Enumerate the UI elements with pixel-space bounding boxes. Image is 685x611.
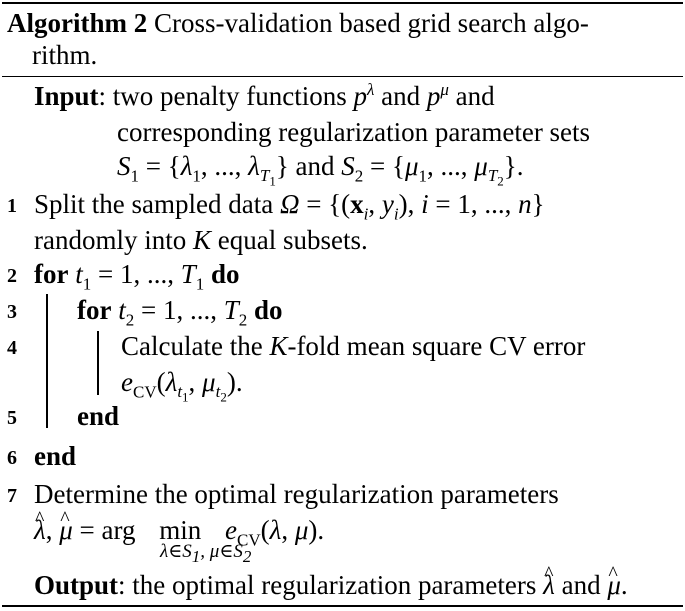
inner-loop-bar	[97, 331, 99, 395]
step-2-for-outer: for $t_1 = 1$, ..., $T_1$ do	[34, 259, 240, 294]
input-line-2: corresponding regularization parameter sets	[117, 117, 591, 147]
step-number-5: 5	[7, 407, 17, 429]
step-6-end-outer: end	[34, 441, 77, 471]
input-line-1: Input: two penalty functions $p^\lambda$ and $p^\mu$ and	[34, 80, 495, 111]
input-line-3: $S_1 = \{\lambda_1$, ..., $\lambda_{T_1}$} and $S_2 = \{\mu_1$, ..., $\mu_{T_2}$}.	[117, 151, 524, 189]
bottom-rule	[2, 605, 683, 607]
top-rule	[2, 2, 683, 4]
step-number-2: 2	[7, 265, 17, 287]
outer-loop-bar	[46, 294, 48, 428]
step-7-argmin: ^ λ, ^ μ = arg $\min e_{CV}(\lambda$, μ).	[34, 514, 324, 546]
step-1-line-1: Split the sampled data $\Omega = \{(x_i$, $y_i$), i = 1, ..., n}	[34, 189, 545, 224]
output-line: Output: the optimal regularization parameters ^ λ and ^ μ.	[34, 569, 628, 601]
output-label: Output	[34, 570, 119, 600]
step-number-7: 7	[7, 485, 17, 507]
header-rule	[2, 76, 683, 77]
step-5-end-inner: end	[77, 401, 120, 431]
step-7-line-1: Determine the optimal regularization parameters	[34, 479, 559, 509]
step-number-4: 4	[7, 337, 17, 359]
step-4-line-2: $e_{CV}(\lambda_{t_1}$, $\mu_{t_2}$).	[121, 367, 243, 405]
step-1-line-2: randomly into K equal subsets.	[34, 225, 368, 255]
step-number-6: 6	[7, 447, 17, 469]
algorithm-label: Algorithm 2	[7, 8, 148, 38]
step-3-for-inner: for $t_2 = 1$, ..., $T_2$ do	[77, 295, 283, 330]
step-number-1: 1	[7, 195, 17, 217]
min-operator: min	[159, 515, 202, 545]
input-label: Input	[34, 81, 99, 111]
algorithm-title: Cross-validation based grid search algo-	[153, 8, 589, 38]
step-4-line-1: Calculate the K-fold mean square CV error	[121, 331, 586, 361]
argmin-subscript: $\lambda\in S_1$, $\mu\in S_2$	[160, 541, 252, 566]
algorithm-caption	[7, 7, 589, 39]
algorithm-title-cont: rithm.	[32, 40, 98, 70]
step-number-3: 3	[7, 301, 17, 323]
